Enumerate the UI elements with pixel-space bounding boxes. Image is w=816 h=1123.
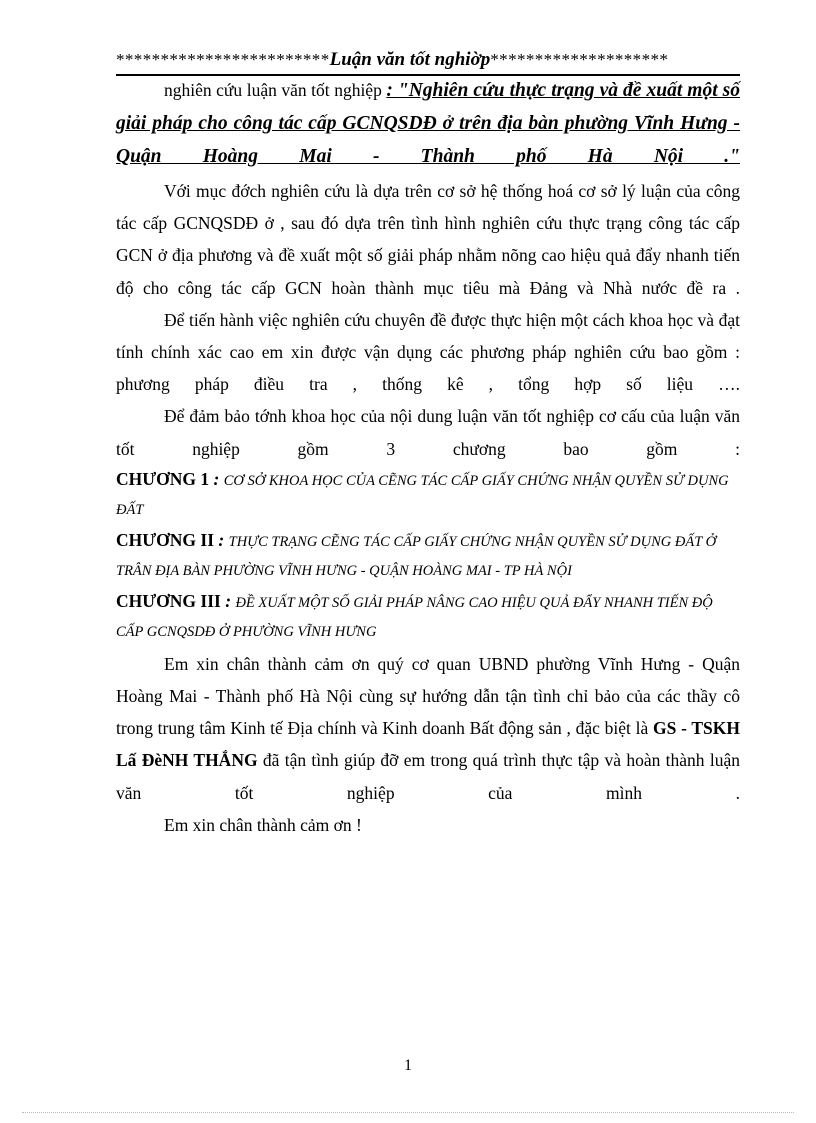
- acknowledgement-part-2: đã tận tình giúp đỡ em trong quá trình thực tập và hoàn thành luận văn tốt nghiệp của mình .: [116, 750, 740, 803]
- page-number: 1: [404, 1057, 412, 1074]
- closing-line: Em xin chân thành cảm ơn !: [164, 814, 362, 835]
- chapter-2-label: CHƯƠNG II: [116, 529, 215, 550]
- purpose-paragraph: Với mục đớch nghiên cứu là dựa trên cơ sở hệ thống hoá cơ sở lý luận của công tác cấp GCNQSDĐ ở , sau đó dựa trên tình hình nghiên cứu thực trạng công tác cấp GCN ở địa phương và đề xuất một số giải pháp nhằm nõng cao hiệu quả đẩy nhanh tiến độ cho công tác cấp GCN hoàn thành mục tiêu mà Đảng và Nhà nước đề ra .: [116, 181, 740, 298]
- intro-lead: nghiên cứu luận văn tốt nghiệp: [164, 80, 387, 100]
- chapter-1-title: CƠ SỞ KHOA HỌC CỦA CẼNG TÁC CẤP GIẤY CHỨNG NHẬN QUYỀN SỬ DỤNG ĐẤT: [116, 472, 729, 519]
- chapter-1-label: CHƯƠNG 1: [116, 468, 210, 489]
- chapter-3-title: ĐỀ XUẤT MỘT SỐ GIẢI PHÁP NÂNG CAO HIỆU QUẢ ĐẨY NHANH TIẾN ĐỘ CẤP GCNQSDĐ Ở PHƯỜNG VĨNH HƯNG: [116, 594, 713, 641]
- structure-paragraph: Để đảm bảo tớnh khoa học của nội dung luận văn tốt nghiệp cơ cấu của luận văn tốt nghiệp gồm 3 chương bao gồm :: [116, 406, 740, 459]
- document-body: [116, 74, 740, 841]
- page-break-line: [22, 1112, 794, 1113]
- running-header: [116, 46, 740, 76]
- chapter-3: CHƯƠNG III : ĐỀ XUẤT MỘT SỐ GIẢI PHÁP NÂNG CAO HIỆU QUẢ ĐẨY NHANH TIẾN ĐỘ CẤP GCNQSDĐ Ở PHƯỜNG VĨNH HƯNG: [116, 590, 713, 641]
- header-stars-left: ************************: [116, 50, 330, 69]
- intro-paragraph: [116, 74, 740, 173]
- header-title: Luận văn tốt nghiờp: [329, 49, 491, 70]
- chapter-2-title: THỰC TRẠNG CẼNG TÁC CẤP GIẤY CHỨNG NHẬN QUYỀN SỬ DỤNG ĐẤT Ở TRÂN ĐỊA BÀN PHƯỜNG VĨNH HƯNG - QUẬN HOÀNG MAI - TP HÀ NỘI: [116, 533, 717, 580]
- thesis-topic: : "Nghiên cứu thực trạng và đề xuất một số giải pháp cho công tác cấp GCNQSDĐ ở trên địa bàn phường Vĩnh Hưng - Quận Hoàng Mai - Thành phố Hà Nội .": [116, 80, 740, 167]
- chapter-2: CHƯƠNG II : THỰC TRẠNG CẼNG TÁC CẤP GIẤY CHỨNG NHẬN QUYỀN SỬ DỤNG ĐẤT Ở TRÂN ĐỊA BÀN PHƯỜNG VĨNH HƯNG - QUẬN HOÀNG MAI - TP HÀ NỘI: [116, 529, 717, 580]
- professor-name: GS - TSKH Lấ ĐèNH THẮNG: [116, 718, 740, 771]
- header-stars-right: ********************: [490, 50, 669, 69]
- chapter-3-label: CHƯƠNG III: [116, 590, 221, 611]
- chapter-1: CHƯƠNG 1 : CƠ SỞ KHOA HỌC CỦA CẼNG TÁC CẤP GIẤY CHỨNG NHẬN QUYỀN SỬ DỤNG ĐẤT: [116, 468, 729, 519]
- acknowledgement-paragraph: [116, 648, 740, 809]
- acknowledgement-part-1: Em xin chân thành cảm ơn quý cơ quan UBND phường Vĩnh Hưng - Quận Hoàng Mai - Thành phố Hà Nội cùng sự hướng dẫn tận tình chỉ bảo của các thầy cô trong trung tâm Kinh tế Địa chính và Kinh doanh Bất động sản , đặc biệt là: [116, 653, 740, 739]
- methods-paragraph: Để tiến hành việc nghiên cứu chuyên đề được thực hiện một cách khoa học và đạt tính chính xác cao em xin được vận dụng các phương pháp nghiên cứu bao gồm : phương pháp điều tra , thống kê , tổng hợp số liệu ….: [116, 309, 740, 395]
